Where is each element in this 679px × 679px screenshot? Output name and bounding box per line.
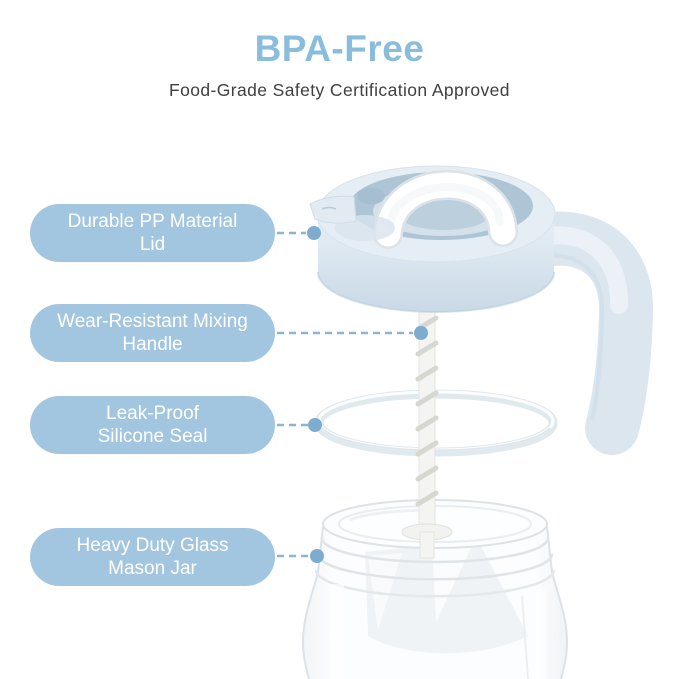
- callout-mixing-handle-line1: Wear-Resistant Mixing: [57, 310, 248, 332]
- callout-silicone-seal-line2: Silicone Seal: [97, 426, 208, 447]
- connector-dot-seal: [308, 418, 322, 432]
- callout-silicone-seal: [30, 396, 275, 454]
- callout-lid-line1: Durable PP Material: [67, 210, 238, 232]
- page-title: BPA-Free: [254, 28, 425, 69]
- connector-dot-jar: [310, 549, 324, 563]
- page-subtitle: Food-Grade Safety Certification Approved: [169, 80, 510, 100]
- callout-silicone-seal-line1: Leak-Proof: [106, 402, 199, 424]
- callout-lid-line2: Lid: [139, 234, 166, 255]
- callout-mason-jar: [30, 528, 275, 586]
- callout-lid: [30, 204, 275, 262]
- callout-mixing-handle: [30, 304, 275, 362]
- callout-mason-jar-line2: Mason Jar: [108, 558, 197, 579]
- connector-dot-handle: [414, 326, 428, 340]
- callout-mixing-handle-line2: Handle: [122, 334, 183, 355]
- callout-mason-jar-line1: Heavy Duty Glass: [76, 534, 229, 556]
- connector-dot-lid: [307, 226, 321, 240]
- pp-lid-graphic: [310, 166, 555, 312]
